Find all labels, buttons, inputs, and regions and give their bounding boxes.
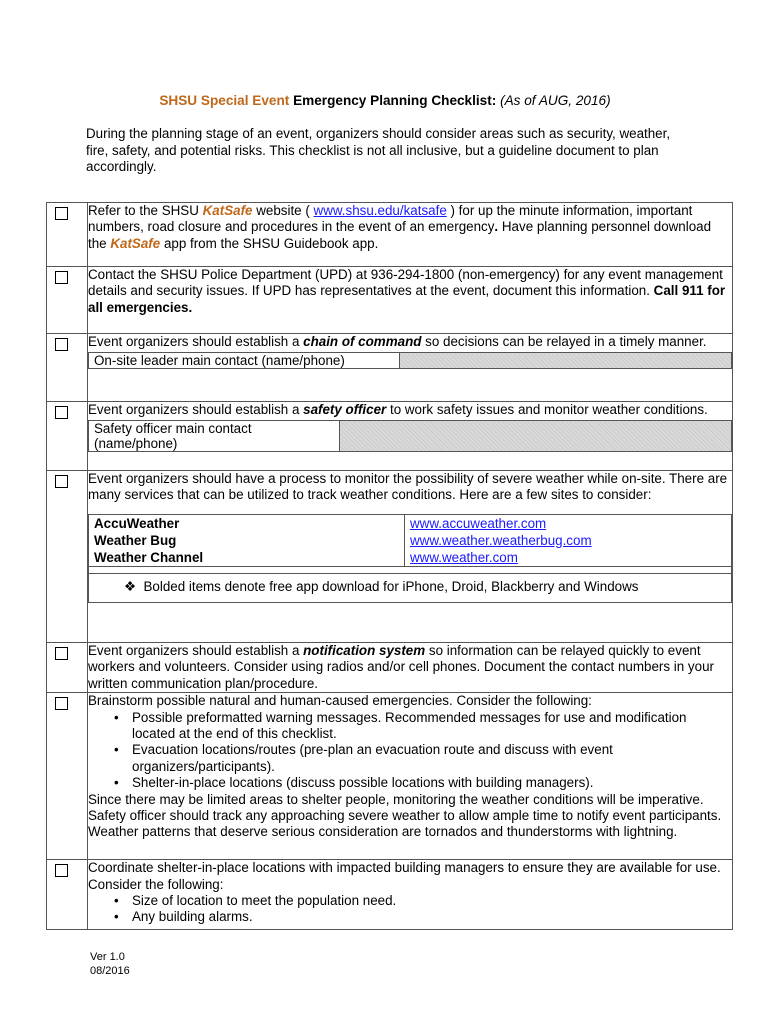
checklist-row xyxy=(47,203,733,267)
diamond-icon: ❖ xyxy=(124,578,137,594)
checklist-row xyxy=(47,267,733,334)
katsafe-brand: KatSafe xyxy=(110,235,161,251)
weather-service-name: Weather Channel xyxy=(89,549,405,567)
checkbox[interactable] xyxy=(55,697,68,710)
notification-system-term: notification system xyxy=(303,643,426,658)
checkbox[interactable] xyxy=(55,864,68,877)
weather-service-row xyxy=(89,532,732,549)
checklist-text: Brainstorm possible natural and human-caused emergencies. Consider the following: • Possible preformatted warning messages. Recommended messages for use and modification located at the end of this checklist. • Evacuation locations/routes (pre-plan an evacuation route and discuss with event organizers/participants). • Shelter-in-place locations (discuss possible locations with building managers). Since there may be limited areas to shelter people, monitoring the weather conditions will be imperative. Safety officer should track any approaching severe weather to allow ample time to notify event participants. Weather patterns that deserve serious consideration are tornados and thunderstorms with lightning. xyxy=(88,693,733,860)
checklist-table xyxy=(46,202,733,930)
checklist-row xyxy=(47,693,733,860)
checkbox[interactable] xyxy=(55,406,68,419)
checklist-text: Event organizers should establish a chain of command so decisions can be relayed in a timely manner. On-site leader main contact (name/phone) xyxy=(88,334,733,402)
weather-service-name: Weather Bug xyxy=(89,532,405,549)
weather-note: ❖ Bolded items denote free app download for iPhone, Droid, Blackberry and Windows xyxy=(89,573,732,602)
title-brand: SHSU Special Event xyxy=(159,93,290,108)
checklist-text: Refer to the SHSU KatSafe website ( www.shsu.edu/katsafe ) for up the minute information, important numbers, road closure and procedures in the event of an emergency. Have planning personnel download the KatSafe app from the SHSU Guidebook app. xyxy=(88,203,733,267)
contact-field xyxy=(88,420,732,452)
version-label: Ver 1.0 xyxy=(90,951,125,963)
footer-date: 08/2016 xyxy=(90,965,130,977)
checkbox-cell xyxy=(47,643,88,693)
checkbox[interactable] xyxy=(55,207,68,220)
chain-of-command-term: chain of command xyxy=(303,334,422,349)
title-main: Emergency Planning Checklist: xyxy=(293,93,497,108)
checkbox[interactable] xyxy=(55,647,68,660)
checkbox-cell xyxy=(47,471,88,643)
emergency-callout: Call 911 for all emergencies. xyxy=(88,283,726,315)
contact-field-label: Safety officer main contact (name/phone) xyxy=(89,421,340,452)
checklist-text: Event organizers should establish a safety officer to work safety issues and monitor weather conditions. Safety officer main contact (name/phone) xyxy=(88,402,733,471)
weather-service-row xyxy=(89,514,732,532)
intro-paragraph: During the planning stage of an event, organizers should consider areas such as security, weather, fire, safety, and potential risks. This checklist is not all inclusive, but a guideline document to plan accordingly. xyxy=(86,126,671,175)
checkbox-cell xyxy=(47,860,88,930)
checklist-row xyxy=(47,643,733,693)
checklist-row xyxy=(47,860,733,930)
safety-officer-term: safety officer xyxy=(303,402,387,417)
contact-field-label: On-site leader main contact (name/phone) xyxy=(89,353,400,369)
checklist-text: Coordinate shelter-in-place locations with impacted building managers to ensure they are available for use. Consider the following: • Size of location to meet the population need. • Any building alarms. xyxy=(88,860,733,930)
list-item: • Size of location to meet the population need. xyxy=(132,893,732,909)
contact-input[interactable] xyxy=(340,421,732,452)
weather-service-name: AccuWeather xyxy=(89,514,405,532)
page-title xyxy=(0,93,770,108)
bullet-list xyxy=(88,710,732,792)
checkbox-cell xyxy=(47,334,88,402)
checklist-row xyxy=(47,402,733,471)
katsafe-brand: KatSafe xyxy=(202,203,253,218)
checkbox[interactable] xyxy=(55,475,68,488)
title-date: (As of AUG, 2016) xyxy=(500,93,611,108)
checkbox-cell xyxy=(47,693,88,860)
checkbox-cell xyxy=(47,402,88,471)
weather-services-table xyxy=(88,514,732,603)
list-item: • Any building alarms. xyxy=(132,909,732,925)
weather-service-link[interactable]: www.accuweather.com xyxy=(410,515,547,531)
checkbox[interactable] xyxy=(55,338,68,351)
list-item: • Shelter-in-place locations (discuss possible locations with building managers). xyxy=(132,775,732,791)
weather-service-link[interactable]: www.weather.weatherbug.com xyxy=(410,532,592,548)
footer xyxy=(90,950,130,978)
katsafe-link[interactable]: www.shsu.edu/katsafe xyxy=(313,203,447,218)
checklist-row xyxy=(47,334,733,402)
checkbox[interactable] xyxy=(55,271,68,284)
bullet-list xyxy=(88,893,732,926)
checklist-row xyxy=(47,471,733,643)
checklist-text: Event organizers should establish a notification system so information can be relayed quickly to event workers and volunteers. Consider using radios and/or cell phones. Document the contact numbers in your written communication plan/procedure. xyxy=(88,643,733,693)
contact-field xyxy=(88,352,732,369)
weather-service-link[interactable]: www.weather.com xyxy=(410,549,518,565)
list-item: • Evacuation locations/routes (pre-plan an evacuation route and discuss with event organizers/participants). xyxy=(132,742,732,775)
checkbox-cell xyxy=(47,267,88,334)
checklist-text: Contact the SHSU Police Department (UPD) at 936-294-1800 (non-emergency) for any event management details and security issues. If UPD has representatives at the event, document this information. Call 911 for all emergencies. xyxy=(88,267,733,334)
checklist-text: Event organizers should have a process to monitor the possibility of severe weather while on-site. There are many services that can be utilized to track weather conditions. Here are a few sites to consider: AccuWeather www.accuweather.com Weather Bug www.weather.weatherbug.com Weather Channel www.weather.com ❖ Bolded items denote free app download for iPhone, Droid, Blackberry and Windows xyxy=(88,471,733,643)
contact-input[interactable] xyxy=(400,353,732,369)
weather-service-row xyxy=(89,549,732,567)
list-item: • Possible preformatted warning messages. Recommended messages for use and modification located at the end of this checklist. xyxy=(132,710,732,743)
checkbox-cell xyxy=(47,203,88,267)
